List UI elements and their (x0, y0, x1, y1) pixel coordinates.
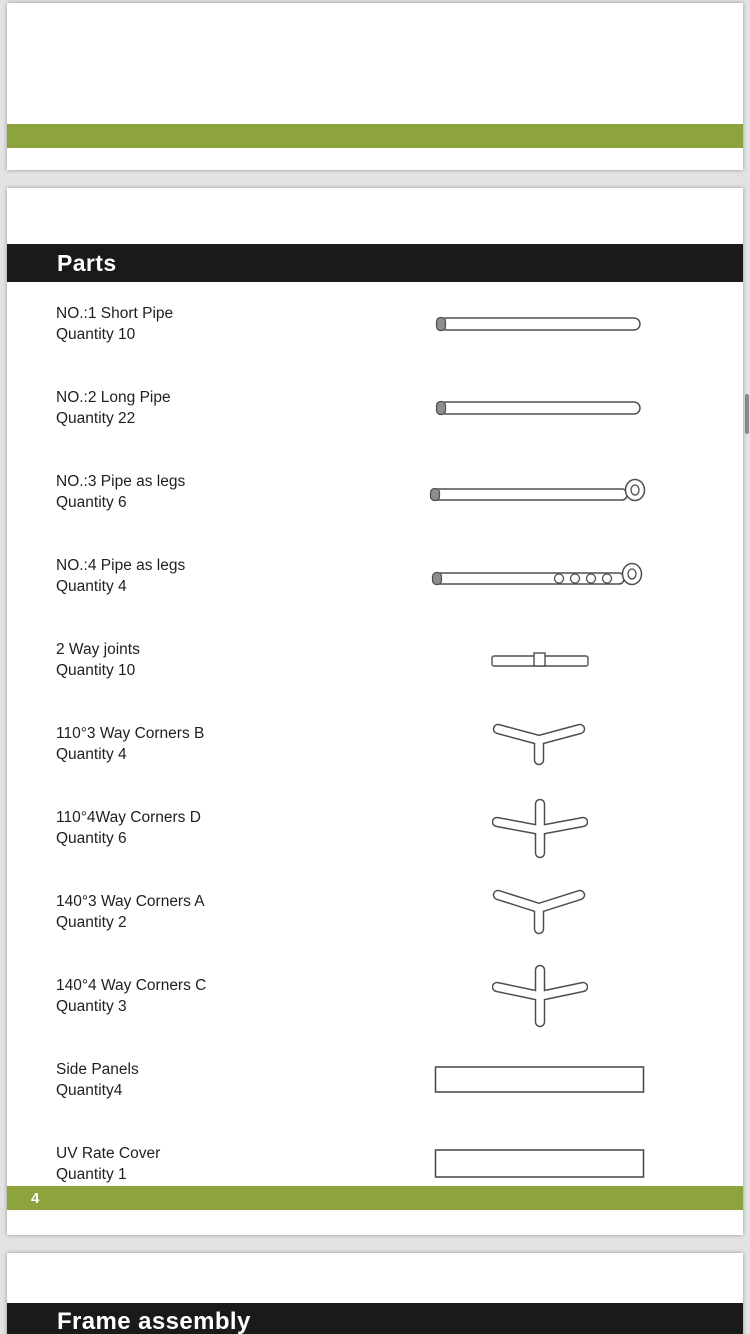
scrollbar-thumb[interactable] (745, 394, 749, 434)
part-quantity: Quantity 22 (56, 410, 136, 427)
part-text (7, 639, 362, 681)
three-way-corner-140-illustration (362, 887, 743, 937)
leg-pipe-hook-illustration (362, 477, 743, 507)
part-name: 140°3 Way Corners A (56, 893, 205, 910)
part-name: 2 Way joints (56, 641, 140, 658)
part-quantity: Quantity 1 (56, 1166, 127, 1183)
page-number: 4 (31, 1189, 40, 1207)
part-quantity: Quantity 6 (56, 830, 127, 847)
frame-assembly-title: Frame assembly (57, 1308, 251, 1334)
four-way-corner-110-illustration (362, 797, 743, 859)
part-text (7, 723, 362, 765)
part-name: 110°3 Way Corners B (56, 725, 205, 742)
part-row (7, 366, 743, 450)
frame-assembly-header-bar (7, 1303, 743, 1334)
part-row (7, 702, 743, 786)
previous-page-fragment (7, 3, 743, 170)
part-text (7, 807, 362, 849)
part-name: NO.:4 Pipe as legs (56, 557, 186, 574)
part-text (7, 1143, 362, 1185)
long-pipe-illustration (362, 398, 743, 418)
part-row (7, 786, 743, 870)
part-text (7, 387, 362, 429)
part-text (7, 303, 362, 345)
part-name: Side Panels (56, 1061, 139, 1078)
parts-title: Parts (57, 249, 117, 276)
part-quantity: Quantity 10 (56, 326, 136, 343)
parts-header-bar (7, 244, 743, 282)
part-name: 140°4 Way Corners C (56, 977, 207, 994)
leg-pipe-holes-illustration (362, 561, 743, 591)
part-quantity: Quantity 10 (56, 662, 136, 679)
short-pipe-illustration (362, 314, 743, 334)
part-name: NO.:2 Long Pipe (56, 389, 171, 406)
part-text (7, 891, 362, 933)
part-row (7, 450, 743, 534)
page-footer-accent-bar (7, 1186, 743, 1210)
side-panel-illustration (362, 1065, 743, 1095)
part-text (7, 471, 362, 513)
part-quantity: Quantity 4 (56, 746, 127, 763)
part-quantity: Quantity4 (56, 1082, 123, 1099)
parts-page (7, 188, 743, 1235)
part-text (7, 975, 362, 1017)
page-footer-accent-bar (7, 124, 743, 148)
part-quantity: Quantity 4 (56, 578, 127, 595)
part-quantity: Quantity 6 (56, 494, 127, 511)
part-name: 110°4Way Corners D (56, 809, 201, 826)
two-way-joint-illustration (362, 650, 743, 670)
part-row (7, 534, 743, 618)
part-row (7, 954, 743, 1038)
part-text (7, 555, 362, 597)
part-text (7, 1059, 362, 1101)
part-name: UV Rate Cover (56, 1145, 161, 1162)
part-row (7, 282, 743, 366)
parts-list (7, 282, 743, 1206)
uv-cover-illustration (362, 1148, 743, 1180)
part-name: NO.:1 Short Pipe (56, 305, 174, 322)
part-name: NO.:3 Pipe as legs (56, 473, 186, 490)
part-quantity: Quantity 2 (56, 914, 127, 931)
part-row (7, 1038, 743, 1122)
three-way-corner-110-illustration (362, 720, 743, 768)
next-page-fragment (7, 1253, 743, 1334)
part-row (7, 870, 743, 954)
part-quantity: Quantity 3 (56, 998, 127, 1015)
four-way-corner-140-illustration (362, 964, 743, 1028)
part-row (7, 618, 743, 702)
